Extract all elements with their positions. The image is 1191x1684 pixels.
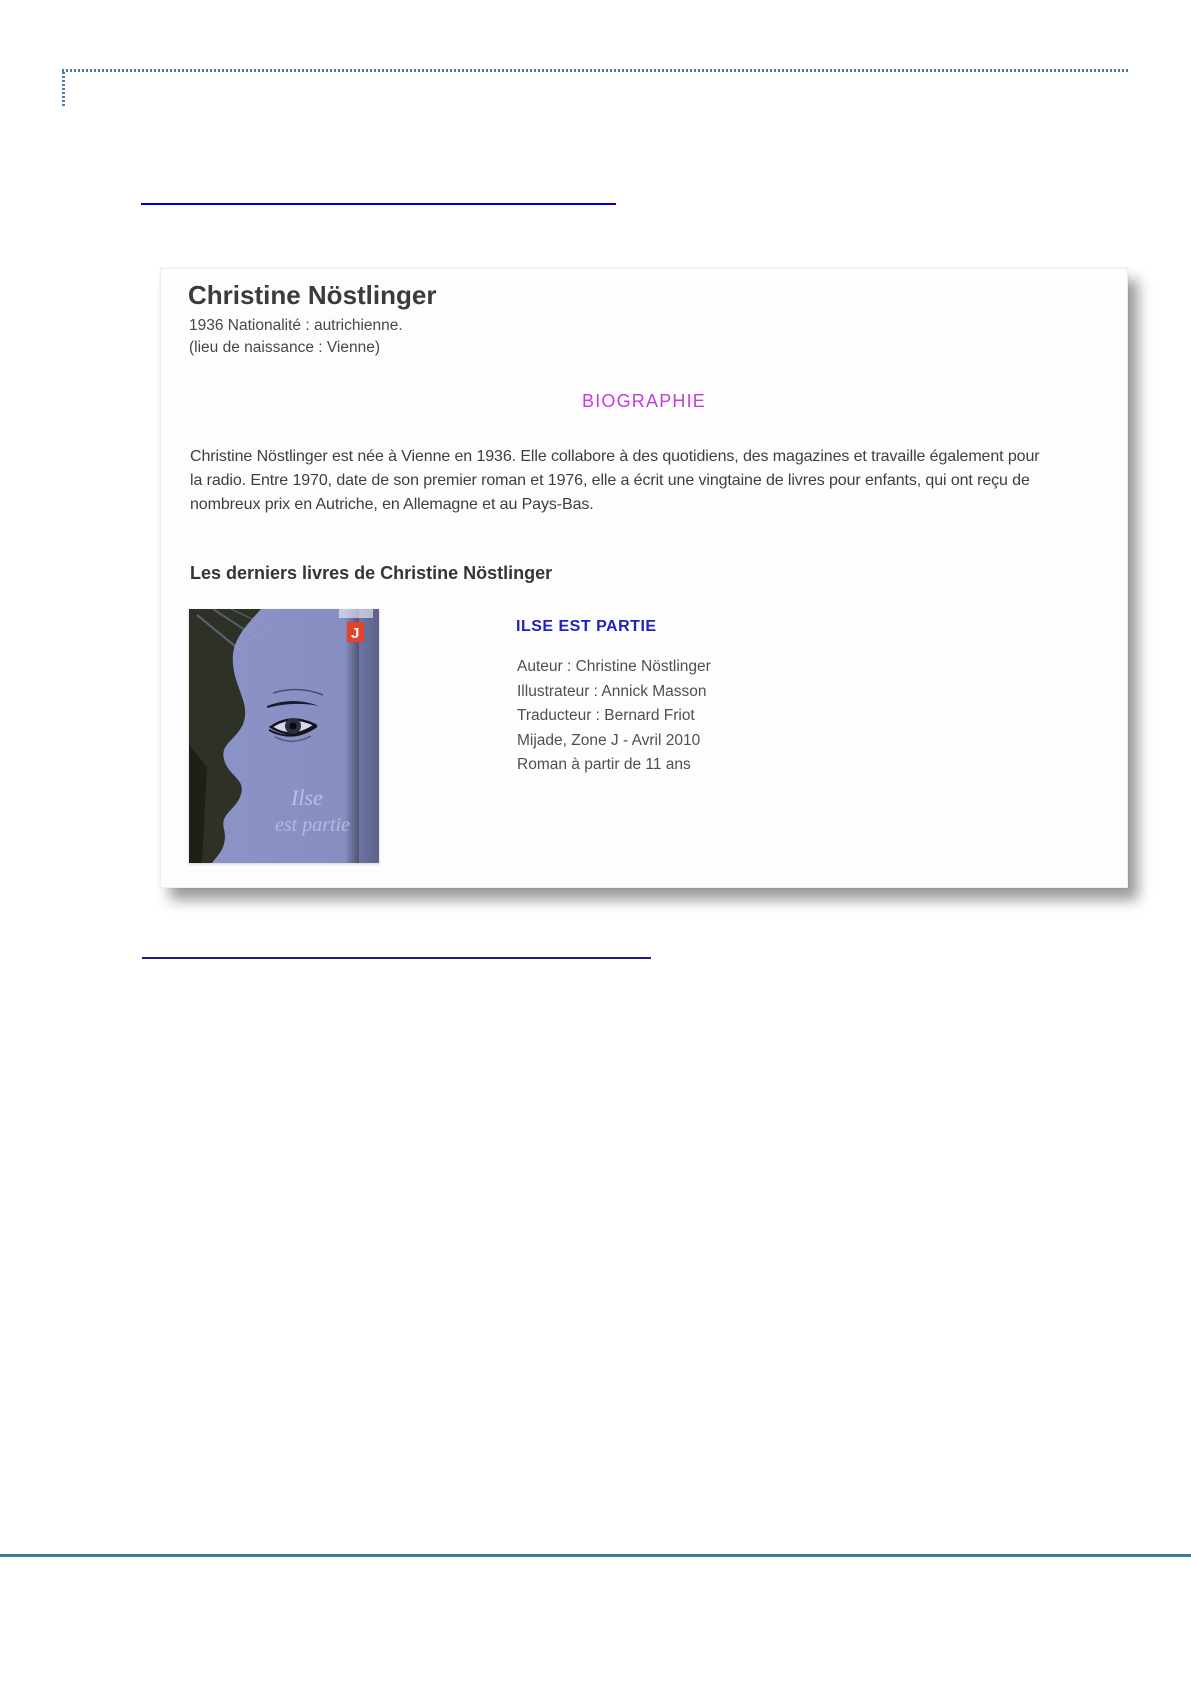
book-details-block (517, 655, 711, 778)
book-cover-art (189, 609, 379, 863)
cover-title-line2: est partie (275, 814, 350, 836)
author-nationality-line: 1936 Nationalité : autrichienne. (189, 317, 403, 334)
blank-link-underline-top[interactable] (141, 203, 616, 205)
book-detail-age: Roman à partir de 11 ans (517, 756, 691, 773)
dotted-frame-left-border (62, 72, 65, 108)
page-bottom-rule (0, 1554, 1191, 1557)
biography-section-heading: BIOGRAPHIE (581, 391, 707, 411)
latest-books-heading: Les derniers livres de Christine Nöstlinger (190, 563, 553, 583)
zone-j-logo-letter: J (351, 625, 360, 642)
book-detail-publisher: Mijade, Zone J - Avril 2010 (517, 731, 701, 749)
book-cover-image[interactable] (189, 609, 379, 863)
author-birthplace-line: (lieu de naissance : Vienne) (189, 339, 381, 356)
author-biography-card (160, 268, 1128, 888)
book-detail-illustrator: Illustrateur : Annick Masson (517, 682, 707, 700)
author-name-heading: Christine Nöstlinger (188, 280, 437, 310)
biography-paragraph: Christine Nöstlinger est née à Vienne en 1936. Elle collabore à des quotidiens, des magazines et travaille également pour la radio. Entre 1970, date de son premier roman et 1976, elle a écrit une vingtaine de livres pour enfants, qui ont reçu de nombreux prix en Autriche, en Allemagne et au Pays-Bas. (190, 448, 1040, 513)
book-title-link[interactable]: ILSE EST PARTIE (516, 618, 657, 635)
book-detail-author: Auteur : Christine Nöstlinger (517, 658, 711, 675)
blank-link-underline-bottom[interactable] (142, 957, 651, 959)
cover-title-line1: Ilse (291, 785, 323, 810)
dotted-frame-top-border (62, 69, 1130, 72)
book-detail-translator: Traducteur : Bernard Friot (517, 707, 695, 724)
